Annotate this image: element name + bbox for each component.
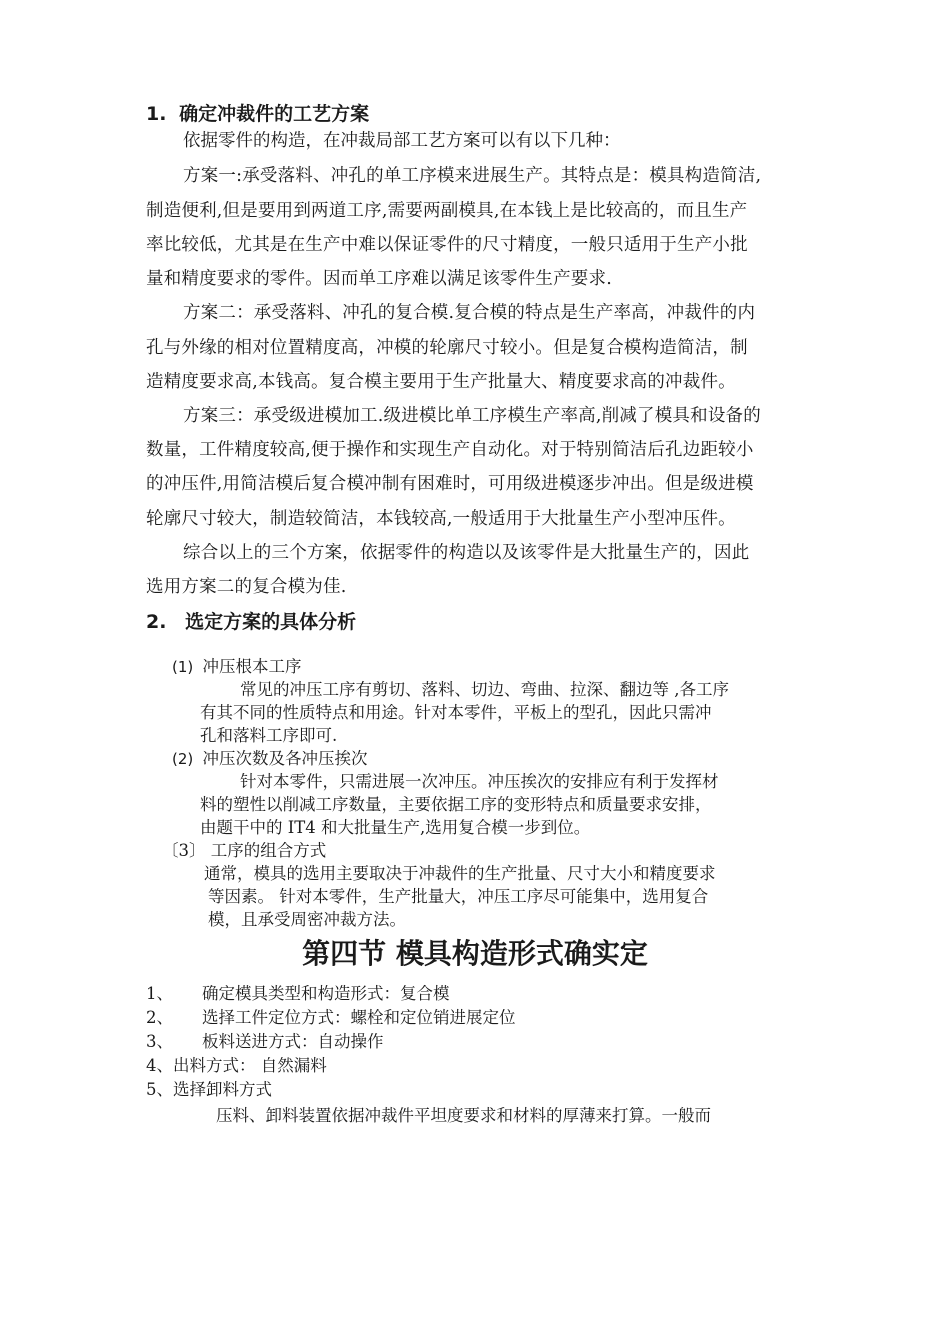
item-3-heading xyxy=(162,837,327,861)
section-2-number: 2. xyxy=(146,611,167,633)
item-1-line: 有其不同的性质特点和用途。针对本零件，平板上的型孔，因此只需冲 xyxy=(200,703,712,722)
chapter-title: 第四节 模具构造形式确实定 xyxy=(302,937,648,970)
step-text: 出料方式： 自然漏料 xyxy=(173,1056,327,1075)
step-number: 4、 xyxy=(146,1056,173,1075)
plan1-line: 制造便利,但是要用到两道工序,需要两副模具,在本钱上是比较高的，而且生产 xyxy=(146,201,748,221)
section-1-heading xyxy=(146,99,369,126)
item-2-number: (2) xyxy=(172,750,194,768)
section-2-title: 选定方案的具体分析 xyxy=(185,611,357,633)
section-2-heading xyxy=(146,607,356,634)
item-2-heading xyxy=(172,745,368,769)
item-1-heading xyxy=(172,653,302,677)
item-1-line: 孔和落料工序即可. xyxy=(200,726,338,745)
step-item xyxy=(146,980,450,1004)
step-text: 选择卸料方式 xyxy=(173,1080,272,1099)
step-item xyxy=(146,1076,272,1100)
item-2-line: 由题干中的 IT4 和大批量生产,选用复合模一步到位。 xyxy=(200,818,591,837)
item-2-line: 针对本零件，只需进展一次冲压。冲压挨次的安排应有利于发挥材 xyxy=(240,772,719,791)
step-text: 确定模具类型和构造形式：复合模 xyxy=(202,984,450,1003)
section-1-number: 1. xyxy=(146,103,167,125)
intro-paragraph: 依据零件的构造，在冲裁局部工艺方案可以有以下几种： xyxy=(183,131,621,151)
conclusion-line: 综合以上的三个方案，依据零件的构造以及该零件是大批量生产的，因此 xyxy=(183,543,750,563)
plan3-line: 方案三：承受级进模加工.级进模比单工序模生产率高,削减了模具和设备的 xyxy=(183,406,761,426)
item-3-line: 模，且承受周密冲裁方法。 xyxy=(208,910,406,929)
step-number: 2、 xyxy=(146,1008,173,1027)
item-1-line: 常见的冲压工序有剪切、落料、切边、弯曲、拉深、翻边等 ,各工序 xyxy=(240,680,729,699)
section-1-title: 确定冲裁件的工艺方案 xyxy=(179,103,370,125)
step-number: 3、 xyxy=(146,1032,173,1051)
plan2-line: 造精度要求高,本钱高。复合模主要用于生产批量大、精度要求高的冲裁件。 xyxy=(146,372,736,392)
item-3-line: 等因素。 针对本零件，生产批量大，冲压工序尽可能集中，选用复合 xyxy=(208,887,709,906)
plan1-line: 量和精度要求的零件。因而单工序难以满足该零件生产要求. xyxy=(146,269,612,289)
item-3-title: 工序的组合方式 xyxy=(210,841,327,860)
step-item xyxy=(146,1052,327,1076)
step-item xyxy=(146,1004,516,1028)
item-1-number: (1) xyxy=(172,658,194,676)
last-paragraph-line: 压料、卸料装置依据冲裁件平坦度要求和材料的厚薄来打算。一般而 xyxy=(216,1106,711,1125)
step-item xyxy=(146,1028,384,1052)
step-text: 板料送进方式：自动操作 xyxy=(202,1032,384,1051)
step-number: 5、 xyxy=(146,1080,173,1099)
plan3-line: 轮廓尺寸较大，制造较简洁，本钱较高,一般适用于大批量生产小型冲压件。 xyxy=(146,509,736,529)
conclusion-line: 选用方案二的复合模为佳. xyxy=(146,577,347,597)
item-2-line: 料的塑性以削减工序数量，主要依据工序的变形特点和质量要求安排， xyxy=(200,795,712,814)
step-text: 选择工件定位方式：螺栓和定位销进展定位 xyxy=(202,1008,516,1027)
item-2-title: 冲压次数及各冲压挨次 xyxy=(202,749,368,768)
plan3-line: 数量，工件精度较高,便于操作和实现生产自动化。对于特别简洁后孔边距较小 xyxy=(146,440,754,460)
plan1-line: 方案一:承受落料、冲孔的单工序模来进展生产。其特点是：模具构造简洁, xyxy=(183,166,762,186)
plan3-line: 的冲压件,用简洁模后复合模冲制有困难时，可用级进模逐步冲出。但是级进模 xyxy=(146,474,754,494)
item-3-line: 通常，模具的选用主要取决于冲裁件的生产批量、尺寸大小和精度要求 xyxy=(204,864,716,883)
plan2-line: 孔与外缘的相对位置精度高，冲模的轮廓尺寸较小。但是复合模构造简洁，制 xyxy=(146,338,748,358)
item-3-number: 〔3〕 xyxy=(162,841,206,860)
step-number: 1、 xyxy=(146,984,173,1003)
item-1-title: 冲压根本工序 xyxy=(202,657,302,676)
plan1-line: 率比较低，尤其是在生产中难以保证零件的尺寸精度，一般只适用于生产小批 xyxy=(146,235,748,255)
plan2-line: 方案二：承受落料、冲孔的复合模.复合模的特点是生产率高，冲裁件的内 xyxy=(183,303,756,323)
